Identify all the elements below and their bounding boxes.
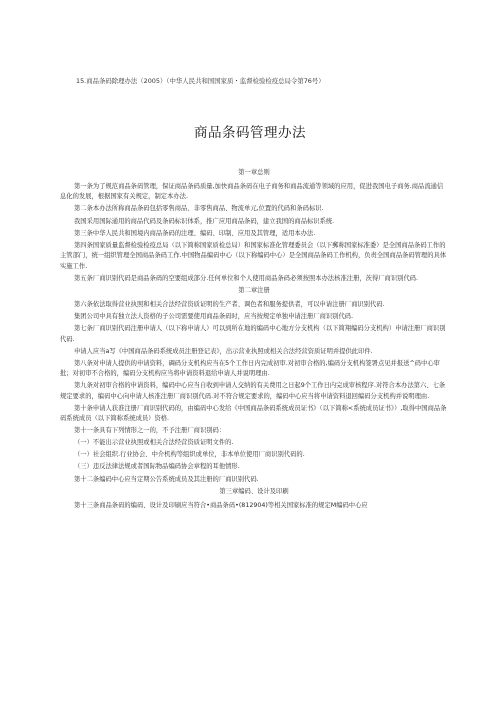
- paragraph: 我国采用国际通用的商品代码及条码标识体系，推广应用商品条码，建立我国的商品标识系统.: [74, 217, 335, 225]
- paragraph: 集团公司中具有独立法人资格的子公司需要使用商品条码时，应当按规定单独申请注册厂商识别代码.: [74, 313, 354, 320]
- document-title: 商品条码管理办法: [194, 125, 306, 141]
- paragraph: （一）不能出示营业执照或相关合法经营资质证明文件的.: [74, 439, 234, 447]
- paragraph: 第六条依法取得营业执照和相关合法经营资质证明的生产者、调色者和服务提供者，可以申请注册厂商识别代码.: [74, 300, 385, 308]
- paragraph: 第十二条编码中心应当定期公告系统成员及其注册的厂商识别代码.: [74, 475, 259, 483]
- paragraph: 第一条为了规范商品条码管理，保证商品条码质量,加快商品条码在电子商务和商品流通等领域的应用，促进我国电子商务.商品流通信息化的发展，根据国家有关规定，制定本办法.: [60, 182, 444, 201]
- paragraph: 第九条对初审合格的申请资料，编码中心应当自收到申请人交纳的有关费用之日起9个工作日内完成审核程序.对符合本办法第六、七条规定要求的，编码中心向申请人核准注册厂商识别代码.对不符合规定要求的，编码中心应当将申请资料退回编码分支机构并说明理由.: [60, 382, 446, 400]
- paragraph: 第五条厂商识别代码是商品条码的空要组成部分.任何单位和个人使用商品条码必须按照本办法核准注册，茨得厂商识别代码.: [74, 274, 419, 282]
- chapter-heading: 第三章编码、设计及印刷: [219, 487, 289, 495]
- paragraph: 第四条国家质量监督检验检疫总局（以下简称国家质检总局）和国家标准化管理委员会（以下郵称国家标准委）是全国商品条码工作的主管部门，统一组织管理全国商品条码工作.中国物品编码中心（以下称编码中心）是全国商品条码工作机构，负责全国商品条码管理的具体实施工作.: [60, 241, 447, 270]
- paragraph: （一）社会组织.行业协会、中介机构等组织或单位，非本单位使用厂商识别代码的.: [74, 451, 305, 459]
- document-body: [60, 166, 448, 513]
- paragraph: 第十三条商品条码的编码、设计及印刷应当符合•商品条码•(812904)等相关国家标准的规定M编码中心应: [74, 501, 368, 509]
- chapter-heading: 第二章注册: [238, 287, 270, 294]
- paragraph: 第八条对申请人提供的申请资料，碉码分支机构应当在5个工作日内完成初审.对初审合格的,编码分支机构签署点见并报送^码中心审批；对初审不合格的，编码分支机构应当将申请资料退给申请人并说明理由.: [60, 359, 440, 378]
- paragraph: 申请人应当a写《中国商品条码系统成员注册登记表》，出示营业执照或相关合法经营资质证明并提供此印件.: [74, 347, 373, 355]
- chapter-heading: 第一章总则: [238, 169, 270, 176]
- paragraph: 第七条厂商识别代码注册申请人（以下称申请人）可以到所在地的编码中心地方分支机构（以下简翔编码分支机构）申请注册厂商识别代码.: [60, 325, 446, 343]
- paragraph: 第十条申请人获准注册厂商识别代码的，由编码中心发给《中国商品条码系统成员证书》（以下简称<系统成员证书》）,取得中国商品条码系统成员（以下简称系统成员）资格.: [60, 404, 447, 423]
- paragraph: 第十一条具有下列情形之一的，不予注册厂商识别码：: [74, 427, 226, 435]
- paragraph: 第二条本办法所称商品条码包括零售商品、非零售商品、物流单元,位置的代码和条码标识.: [74, 205, 324, 213]
- paragraph: （三）违反法律法规或者国际物品编码协会章程的耳他情形.: [74, 463, 240, 471]
- paragraph: 第三条中华人民共和国境内商品条码的注理、编码、印制、应用及其管理，适用本办法.: [74, 229, 316, 237]
- document-header: 15.商品条码除理办法（2005）（中华人民共和国国家质・监督检验检疫总局令第76号）: [76, 77, 325, 85]
